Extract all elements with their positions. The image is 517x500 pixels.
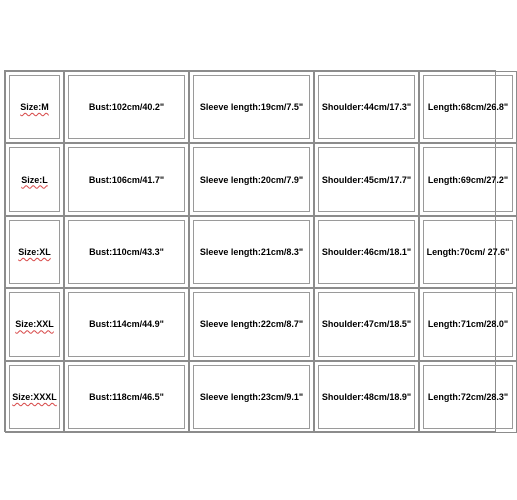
sleeve-cell	[189, 361, 314, 433]
shoulder-value: Shoulder:45cm/17.7"	[321, 174, 412, 185]
bust-value: Bust:102cm/40.2"	[88, 102, 165, 113]
sleeve-cell	[189, 143, 314, 215]
shoulder-cell	[314, 71, 419, 143]
shoulder-value: Shoulder:46cm/18.1"	[321, 246, 412, 257]
size-label: Size:XXXL	[12, 391, 57, 402]
size-chart-table	[4, 70, 510, 432]
size-cell	[5, 288, 64, 360]
bust-cell	[64, 216, 189, 288]
length-cell	[419, 361, 517, 433]
sleeve-length-value: Sleeve length:19cm/7.5"	[199, 102, 304, 113]
bust-value: Bust:110cm/43.3"	[89, 246, 164, 257]
shoulder-cell	[314, 143, 419, 215]
sleeve-length-value: Sleeve length:22cm/8.7"	[199, 319, 304, 330]
sleeve-cell	[189, 71, 314, 143]
bust-cell	[64, 71, 189, 143]
length-cell	[419, 143, 517, 215]
length-value: Length:71cm/28.0"	[427, 319, 509, 330]
size-cell	[5, 361, 64, 433]
shoulder-value: Shoulder:48cm/18.9"	[321, 391, 412, 402]
bust-cell	[64, 288, 189, 360]
sleeve-cell	[189, 288, 314, 360]
length-value: Length:68cm/26.8"	[427, 102, 509, 113]
shoulder-value: Shoulder:47cm/18.5"	[321, 319, 412, 330]
length-cell	[419, 216, 517, 288]
shoulder-value: Shoulder:44cm/17.3"	[321, 102, 412, 113]
shoulder-cell	[314, 288, 419, 360]
length-value: Length:70cm/ 27.6"	[426, 246, 510, 257]
sleeve-cell	[189, 216, 314, 288]
size-label: Size:XL	[18, 246, 51, 257]
size-label: Size:M	[20, 102, 49, 113]
shoulder-cell	[314, 361, 419, 433]
length-cell	[419, 288, 517, 360]
size-cell	[5, 216, 64, 288]
size-cell	[5, 71, 64, 143]
size-label: Size:L	[21, 174, 48, 185]
shoulder-cell	[314, 216, 419, 288]
sleeve-length-value: Sleeve length:20cm/7.9"	[199, 174, 304, 185]
sleeve-length-value: Sleeve length:23cm/9.1"	[199, 391, 304, 402]
bust-value: Bust:118cm/46.5"	[89, 391, 164, 402]
length-value: Length:69cm/27.2"	[427, 174, 509, 185]
bust-cell	[64, 361, 189, 433]
length-value: Length:72cm/28.3"	[427, 391, 509, 402]
bust-cell	[64, 143, 189, 215]
bust-value: Bust:114cm/44.9"	[89, 319, 164, 330]
sleeve-length-value: Sleeve length:21cm/8.3"	[199, 246, 304, 257]
size-label: Size:XXL	[15, 319, 54, 330]
size-cell	[5, 143, 64, 215]
length-cell	[419, 71, 517, 143]
bust-value: Bust:106cm/41.7"	[88, 174, 165, 185]
